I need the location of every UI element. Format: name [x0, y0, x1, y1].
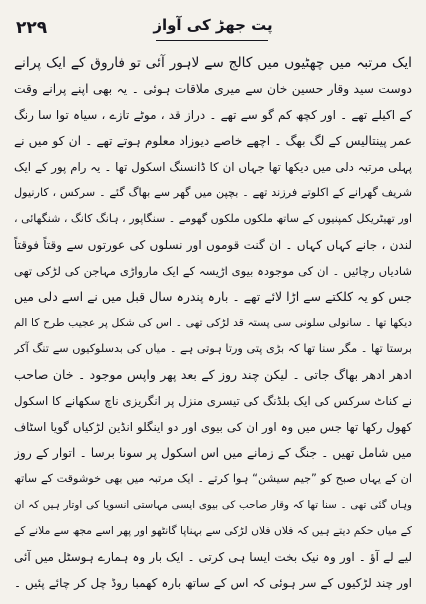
- body-line: اور تھیٹریکل کمپنیوں کے ساتھ ملکوں ملکوں گھومے ۔ سنگاپور ، ہانگ کانگ ، شنگھائی ،: [14, 212, 412, 225]
- body-line: نے کناٹ سرکس کی ایک بلڈنگ کی تیسری منزل پر انگریزی ناچ سکھانے کا اسکول: [14, 394, 412, 408]
- running-title: پت جھڑ کی آواز: [153, 16, 273, 34]
- body-line: لیے لے آؤ ۔ اور وہ نیک بخت ایسا ہی کرتی ۔ ایک بار وہ ہمارے ہوسٹل میں آئی: [14, 550, 412, 564]
- body-line: ان کے یہاں صبح کو ”جیم سیشن“ ہوا کرتے ۔ ایک مرتبہ میں بھی خوشوقت کے ساتھ: [14, 472, 412, 485]
- body-line: شریف گھرانے کے اکلوتے فرزند تھے ۔ بچپن میں گھر سے بھاگ گئے ۔ سرکس ، کارنیول: [14, 186, 412, 199]
- body-line: دوست سید وقار حسین خان سے میری ملاقات ہوئی ۔ یہ بھی اپنے پرانے وقت: [14, 82, 412, 96]
- body-line: میں شامل تھیں ۔ جنگ کے زمانے میں اس اسکول پر سونا برسا ۔ اتوار کے روز: [14, 446, 412, 460]
- body-line: کھول رکھا تھا جس میں وہ اور ان کی بیوی اور دو اینگلو انڈین لڑکیاں گویا اسٹاف: [14, 420, 412, 434]
- body-line: اور چند لڑکیوں کے سر ہوئی کہ اس کے ساتھ بارہ کھمبا روڈ چل کر چائے پئیں ۔: [14, 576, 412, 590]
- body-line: جس کو یہ کلکتے سے اڑا لائے تھے ۔ بارہ پندرہ سال قبل میں نے اسے دلی میں: [14, 289, 412, 304]
- title-underline: [156, 40, 268, 41]
- body-line: ادھر ادھر بھاگ جاتی ۔ لیکن چند روز کے بعد پھر واپس موجود ۔ خان صاحب: [14, 367, 412, 382]
- body-line: کے اکیلے تھے ۔ اور کچھ کم گو سے تھے ۔ دراز قد ، موٹے تازے ، سیاہ توا سا رنگ: [14, 108, 412, 122]
- body-line: پہلی مرتبہ دلی میں دیکھا تھا جہاں ان کا ڈانسنگ اسکول تھا ۔ یہ رام پور کے ایک: [14, 160, 412, 174]
- body-line: ایک مرتبہ میں چھٹیوں میں کالج سے لاہور آئی تو فاروق کے ایک پرانے: [14, 55, 412, 71]
- body-line: دیکھا تھا ۔ سانولی سلونی سی پستہ قد لڑکی تھی ۔ اس کی شکل پر عجیب طرح کا الم: [14, 316, 412, 329]
- body-line: لندن ، جانے کہاں کہاں ۔ ان گنت قوموں اور نسلوں کی عورتوں سے وقتاً فوقتاً: [14, 238, 412, 252]
- body-line: برستا تھا ۔ مگر سنا تھا کہ بڑی پتی ورتا ہوتی ہے ۔ میاں کی بدسلوکیوں سے تنگ آکر: [14, 342, 412, 355]
- page-number: ۲۲۹: [16, 18, 48, 38]
- body-text: [14, 50, 412, 596]
- body-line: عمر پینتالیس کے لگ بھگ ۔ اچھے خاصے دیوزاد معلوم ہوتے تھے ۔ ان کو میں نے: [14, 134, 412, 148]
- body-line: کے میاں حکم دیتے ہیں کہ فلاں فلاں لڑکی سے بہناپا گانٹھو اور پھر اسے مجھ سے ملانے کے: [14, 524, 412, 537]
- body-line: وہاں گئی تھی ۔ سنا تھا کہ وقار صاحب کی بیوی ایسی مہاستی انسویا کی اوتار ہیں کہ ان: [14, 499, 412, 511]
- body-line: شادیاں رچائیں ۔ ان کی موجودہ بیوی اڑیسہ کے ایک مارواڑی مہاجن کی لڑکی تھی: [14, 264, 412, 278]
